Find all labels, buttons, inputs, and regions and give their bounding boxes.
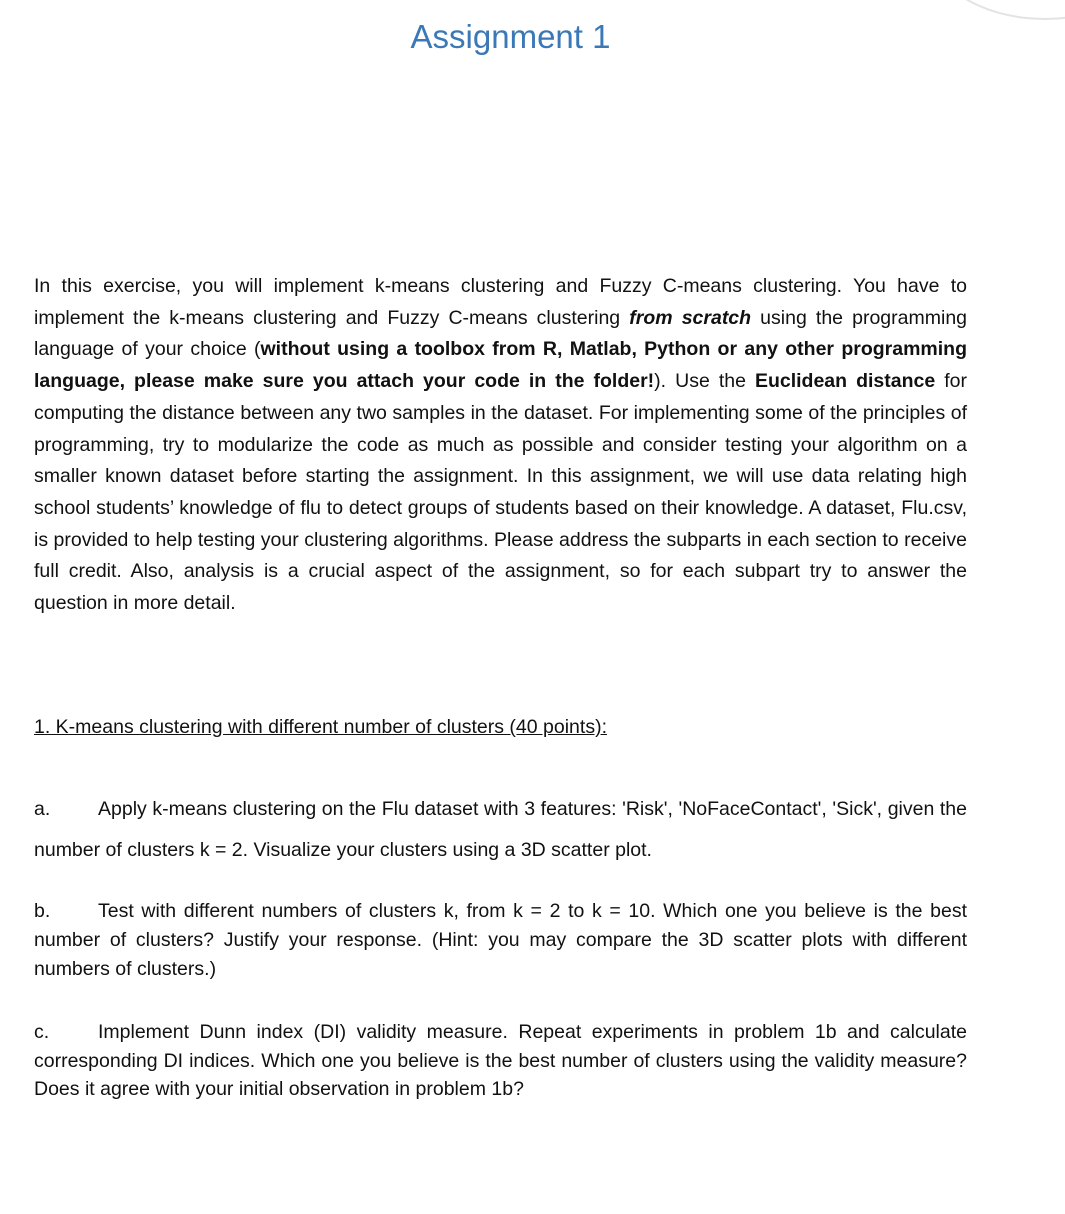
intro-text-4: for computing the distance between any two samples in the dataset. For implementing some of the principles of programming, try to modularize the code as much as possible and consider testing your algorithm on a smaller known dataset before starting the assignment. In this assignment, we will use data relating high school students’ knowledge of flu to detect groups of students based on their knowledge. A dataset, Flu.csv, is provided to help testing your clustering algorithms. Please address the subparts in each section to receive full credit. Also, analysis is a crucial aspect of the assignment, so for each subpart try to answer the question in more detail. — [34, 370, 968, 615]
intro-bold-toolbox-warning: without using a toolbox from R, Matlab, Python or any other programming language, please make sure you attach your code in the folder! — [34, 338, 967, 393]
section-heading-kmeans: 1. K-means clustering with different number of clusters (40 points): — [34, 716, 607, 738]
corner-decoration — [925, 0, 1065, 20]
intro-bold-euclidean: Euclidean distance — [754, 370, 936, 393]
intro-text-2: using the programming language of your choice ( — [34, 306, 968, 361]
question-text: Test with different numbers of clusters k, from k = 2 to k = 10. Which one you believe is the best number of clusters? Justify your response. (Hint: you may compare the 3D scatter plots with different numbers of clusters.) — [34, 900, 967, 980]
intro-text-1: In this exercise, you will implement k-means clustering and Fuzzy C-means clustering. You have to implement the k-means clustering and Fuzzy C-means clustering — [34, 275, 967, 329]
page-title: Assignment 1 — [410, 18, 611, 55]
intro-paragraph — [34, 271, 967, 620]
question-marker: a. — [34, 798, 51, 820]
question-c — [34, 1018, 967, 1104]
question-marker: b. — [34, 900, 51, 922]
question-text: Apply k-means clustering on the Flu dataset with 3 features: 'Risk', 'NoFaceContact', 'Sick', given the number of clusters k = 2. Visualize your clusters using a 3D scatter plot. — [34, 798, 967, 861]
question-b — [34, 897, 967, 984]
question-marker: c. — [34, 1021, 50, 1043]
question-text: Implement Dunn index (DI) validity measure. Repeat experiments in problem 1b and calculate corresponding DI indices. Which one you believe is the best number of clusters using the validity measure? Does it agree with your initial observation in problem 1b? — [34, 1021, 967, 1100]
intro-text-3: ). Use the — [654, 370, 755, 393]
intro-emphasis-from-scratch: from scratch — [629, 306, 752, 329]
question-a — [34, 789, 967, 871]
